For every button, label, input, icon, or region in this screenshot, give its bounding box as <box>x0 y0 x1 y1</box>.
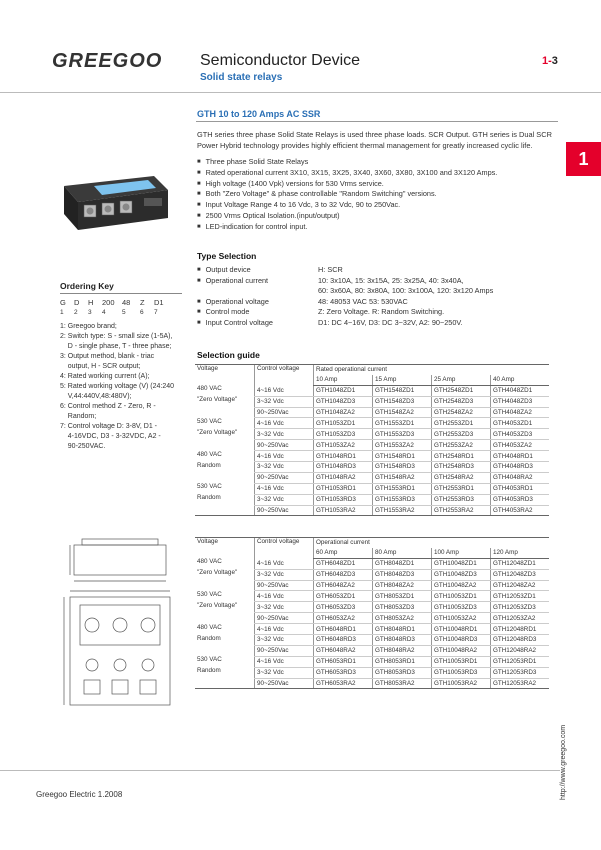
table-row <box>195 418 549 429</box>
part-number-cell: GTH1553ZD1 <box>373 418 432 429</box>
part-number-cell: GTH1048RD3 <box>314 462 373 473</box>
part-number-cell: GTH1548RA2 <box>373 472 432 483</box>
table-row <box>195 429 549 440</box>
header-divider <box>0 92 601 93</box>
part-number-cell: GTH10048RD3 <box>432 635 491 646</box>
part-number-cell: GTH6048ZD1 <box>314 558 373 569</box>
type-selection-value: 60: 3x60A, 80: 3x80A, 100: 3x100A, 120: 3x120 Amps <box>318 286 494 295</box>
part-number-cell: GTH4053ZA2 <box>491 440 550 451</box>
part-number-cell: GTH1053RD1 <box>314 483 373 494</box>
ordering-code-part: 48 <box>122 298 131 307</box>
current-header: 120 Amp <box>491 548 550 558</box>
part-number-cell: GTH1048ZD3 <box>314 396 373 407</box>
part-number-cell: GTH4053RA2 <box>491 505 550 516</box>
section-divider <box>196 121 558 122</box>
part-number-cell: GTH1548RD1 <box>373 451 432 462</box>
part-number-cell: GTH8048ZD3 <box>373 569 432 580</box>
part-number-cell: GTH10053RA2 <box>432 678 491 689</box>
voltage-cell: 480 VAC <box>197 558 222 566</box>
part-number-cell: GTH2548ZA2 <box>432 407 491 418</box>
voltage-cell <box>195 613 255 624</box>
voltage-cell <box>195 407 255 418</box>
page-num: 3 <box>551 55 558 67</box>
part-number-cell: GTH1053ZA2 <box>314 440 373 451</box>
part-number-cell: GTH2548ZD3 <box>432 396 491 407</box>
part-number-cell: GTH2548RD3 <box>432 462 491 473</box>
part-number-cell: GTH2548RA2 <box>432 472 491 483</box>
page-prefix: 1- <box>542 55 552 67</box>
voltage-cell: "Zero Voltage" <box>197 428 238 436</box>
col-rated-header: Operational current <box>314 538 550 548</box>
part-number-cell: GTH1548RD3 <box>373 462 432 473</box>
table-row <box>195 472 549 483</box>
voltage-cell: 530 VAC <box>197 590 222 598</box>
voltage-cell: 530 VAC <box>197 483 222 491</box>
ordering-note: 4: Rated working current (A); <box>60 373 150 380</box>
control-voltage-cell: 3~32 Vdc <box>255 429 314 440</box>
voltage-cell: Random <box>197 461 221 469</box>
part-number-cell: GTH4048ZD3 <box>491 396 550 407</box>
part-number-cell: GTH10048RA2 <box>432 645 491 656</box>
part-number-cell: GTH6048RA2 <box>314 645 373 656</box>
control-voltage-cell: 4~16 Vdc <box>255 558 314 569</box>
part-number-cell: GTH6053RD3 <box>314 667 373 678</box>
table-row <box>195 569 549 580</box>
part-number-cell: GTH4048ZA2 <box>491 407 550 418</box>
control-voltage-cell: 3~32 Vdc <box>255 569 314 580</box>
relay-product-image <box>60 168 172 234</box>
part-number-cell: GTH10048ZD3 <box>432 569 491 580</box>
part-number-cell: GTH2553ZD3 <box>432 429 491 440</box>
type-selection-value: H: SCR <box>318 265 343 274</box>
table-row <box>195 678 549 689</box>
part-number-cell: GTH10048ZD1 <box>432 558 491 569</box>
part-number-cell: GTH1553RD1 <box>373 483 432 494</box>
footer-url[interactable]: http://www.greegoo.com <box>560 724 567 800</box>
table-row <box>195 494 549 505</box>
part-number-cell: GTH1548ZD3 <box>373 396 432 407</box>
ordering-index-part: 6 <box>140 309 144 316</box>
feature-item: ■ High voltage (1400 Vpk) versions for 530 Vrms service. <box>197 179 497 190</box>
voltage-cell: 480 VAC <box>197 385 222 393</box>
part-number-cell: GTH12048RD3 <box>491 635 550 646</box>
section-title: GTH 10 to 120 Amps AC SSR <box>197 109 321 119</box>
part-number-cell: GTH12048RA2 <box>491 645 550 656</box>
type-selection-key: ■ Input Control voltage <box>197 318 318 329</box>
table-row <box>195 624 549 635</box>
part-number-cell: GTH2553ZA2 <box>432 440 491 451</box>
part-number-cell: GTH6048ZD3 <box>314 569 373 580</box>
current-header: 40 Amp <box>491 375 550 385</box>
voltage-cell: 480 VAC <box>197 623 222 631</box>
table-row <box>195 591 549 602</box>
ordering-note: D - single phase, T - three phase; <box>60 343 172 350</box>
part-number-cell: GTH8048RD1 <box>373 624 432 635</box>
table-row <box>195 407 549 418</box>
part-number-cell: GTH2548ZD1 <box>432 385 491 396</box>
part-number-cell: GTH4048RD1 <box>491 451 550 462</box>
voltage-cell <box>195 440 255 451</box>
current-header: 10 Amp <box>314 375 373 385</box>
table-row <box>195 505 549 516</box>
control-voltage-cell: 4~16 Vdc <box>255 385 314 396</box>
control-voltage-cell: 3~32 Vdc <box>255 667 314 678</box>
ordering-index-part: 7 <box>154 309 158 316</box>
voltage-cell: 480 VAC <box>197 450 222 458</box>
part-number-cell: GTH12048ZD3 <box>491 569 550 580</box>
voltage-cell: 530 VAC <box>197 417 222 425</box>
table-row <box>195 440 549 451</box>
selection-table-2 <box>195 537 549 689</box>
feature-list <box>197 157 497 233</box>
part-number-cell: GTH12048ZA2 <box>491 580 550 591</box>
page-title: Semiconductor Device <box>200 52 361 69</box>
part-number-cell: GTH10048RD1 <box>432 624 491 635</box>
chapter-tab: 1 <box>566 142 601 176</box>
ordering-note: Random; <box>60 413 97 420</box>
part-number-cell: GTH2553ZD1 <box>432 418 491 429</box>
col-control-header: Control voltage <box>255 365 314 386</box>
control-voltage-cell: 4~16 Vdc <box>255 624 314 635</box>
part-number-cell: GTH10053ZD3 <box>432 602 491 613</box>
control-voltage-cell: 4~16 Vdc <box>255 418 314 429</box>
dimension-drawing <box>62 535 182 715</box>
type-selection-row <box>197 307 568 318</box>
control-voltage-cell: 90~250Vac <box>255 440 314 451</box>
part-number-cell: GTH12053RA2 <box>491 678 550 689</box>
part-number-cell: GTH6048RD3 <box>314 635 373 646</box>
control-voltage-cell: 90~250Vac <box>255 505 314 516</box>
control-voltage-cell: 3~32 Vdc <box>255 494 314 505</box>
part-number-cell: GTH8048RD3 <box>373 635 432 646</box>
table-row <box>195 396 549 407</box>
ordering-note: output, H - SCR output; <box>60 363 141 370</box>
part-number-cell: GTH12053RD1 <box>491 656 550 667</box>
part-number-cell: GTH4048RD3 <box>491 462 550 473</box>
part-number-cell: GTH6048ZA2 <box>314 580 373 591</box>
type-selection-row <box>197 265 568 276</box>
page-number <box>542 55 558 67</box>
ordering-index-part: 5 <box>122 309 126 316</box>
table-row <box>195 451 549 462</box>
part-number-cell: GTH10053ZD1 <box>432 591 491 602</box>
part-number-cell: GTH10053RD3 <box>432 667 491 678</box>
ordering-note: 1: Greegoo brand; <box>60 323 117 330</box>
control-voltage-cell: 90~250Vac <box>255 407 314 418</box>
part-number-cell: GTH8053ZD1 <box>373 591 432 602</box>
table-row <box>195 645 549 656</box>
part-number-cell: GTH1553ZA2 <box>373 440 432 451</box>
part-number-cell: GTH12048ZD1 <box>491 558 550 569</box>
table-row <box>195 462 549 473</box>
voltage-cell: 530 VAC <box>197 656 222 664</box>
part-number-cell: GTH1548ZA2 <box>373 407 432 418</box>
feature-item: ■ LED-indication for control input. <box>197 222 497 233</box>
greegoo-logo <box>52 50 162 73</box>
ordering-key-code <box>60 298 168 307</box>
part-number-cell: GTH4048ZD1 <box>491 385 550 396</box>
part-number-cell: GTH12048RD1 <box>491 624 550 635</box>
part-number-cell: GTH2553RD3 <box>432 494 491 505</box>
type-selection-value: 48: 48053 VAC 53: 530VAC <box>318 296 408 306</box>
ordering-key-divider <box>60 293 182 294</box>
current-header: 15 Amp <box>373 375 432 385</box>
ordering-code-part: D1 <box>154 298 164 307</box>
part-number-cell: GTH1048RD1 <box>314 451 373 462</box>
control-voltage-cell: 3~32 Vdc <box>255 462 314 473</box>
type-selection-row <box>197 276 568 287</box>
logo-text: GREEGOO <box>52 50 163 72</box>
part-number-cell: GTH6053ZA2 <box>314 613 373 624</box>
type-selection-key: ■ Operational voltage <box>197 297 318 308</box>
col-voltage-header: Voltage <box>195 365 255 386</box>
part-number-cell: GTH4053ZD3 <box>491 429 550 440</box>
ordering-code-part: H <box>88 298 94 307</box>
part-number-cell: GTH8053RA2 <box>373 678 432 689</box>
part-number-cell: GTH2553RA2 <box>432 505 491 516</box>
control-voltage-cell: 90~250Vac <box>255 613 314 624</box>
voltage-cell <box>195 645 255 656</box>
control-voltage-cell: 4~16 Vdc <box>255 591 314 602</box>
footer-company: Greegoo Electric 1.2008 <box>36 790 123 799</box>
voltage-cell: Random <box>197 667 221 675</box>
part-number-cell: GTH1053ZD1 <box>314 418 373 429</box>
product-description: GTH series three phase Solid State Relays is used three phase loads. SCR Output. GTH series is Dual SCR Power Hybrid technology provides highly efficient thermal management for greatly increased cyclic life. <box>197 130 552 150</box>
selection-table-1 <box>195 364 549 516</box>
table-row <box>195 635 549 646</box>
voltage-cell <box>195 472 255 483</box>
feature-item: ■ Both "Zero Voltage" & phase controllable "Random Switching" versions. <box>197 189 497 200</box>
part-number-cell: GTH10048ZA2 <box>432 580 491 591</box>
ordering-note: 7: Control voltage D: 3-8V, D1 - <box>60 423 158 430</box>
part-number-cell: GTH6053ZD3 <box>314 602 373 613</box>
control-voltage-cell: 90~250Vac <box>255 645 314 656</box>
type-selection-row <box>197 297 568 308</box>
part-number-cell: GTH2553RD1 <box>432 483 491 494</box>
ordering-index-part: 1 <box>60 309 64 316</box>
ordering-note: 90-250VAC. <box>60 443 106 450</box>
ordering-note: V,44:440V,48:480V); <box>60 393 132 400</box>
control-voltage-cell: 4~16 Vdc <box>255 451 314 462</box>
part-number-cell: GTH8048ZD1 <box>373 558 432 569</box>
part-number-cell: GTH8053ZD3 <box>373 602 432 613</box>
control-voltage-cell: 3~32 Vdc <box>255 602 314 613</box>
table-row <box>195 580 549 591</box>
part-number-cell: GTH8048RA2 <box>373 645 432 656</box>
table-row <box>195 602 549 613</box>
part-number-cell: GTH12053RD3 <box>491 667 550 678</box>
type-selection-key: ■ Control mode <box>197 307 318 318</box>
footer-divider <box>0 770 560 771</box>
col-voltage-header: Voltage <box>195 538 255 559</box>
current-header: 100 Amp <box>432 548 491 558</box>
table-row <box>195 558 549 569</box>
part-number-cell: GTH4053RD3 <box>491 494 550 505</box>
voltage-cell <box>195 580 255 591</box>
part-number-cell: GTH1553RA2 <box>373 505 432 516</box>
ordering-note: 6: Control method Z - Zero, R - <box>60 403 156 410</box>
control-voltage-cell: 90~250Vac <box>255 678 314 689</box>
voltage-cell <box>195 678 255 689</box>
type-selection-value: Z: Zero Voltage. R: Random Switching. <box>318 307 445 316</box>
ordering-key-index <box>60 309 168 316</box>
part-number-cell: GTH1553ZD3 <box>373 429 432 440</box>
part-number-cell: GTH1048ZA2 <box>314 407 373 418</box>
ordering-key-title: Ordering Key <box>60 281 114 291</box>
type-selection-value: 10: 3x10A, 15: 3x15A, 25: 3x25A, 40: 3x40A, <box>318 275 464 285</box>
type-selection-value: D1: DC 4~16V, D3: DC 3~32V, A2: 90~250V. <box>318 317 463 327</box>
ordering-code-part: D <box>74 298 80 307</box>
part-number-cell: GTH1553RD3 <box>373 494 432 505</box>
control-voltage-cell: 90~250Vac <box>255 472 314 483</box>
table-row <box>195 667 549 678</box>
part-number-cell: GTH6053ZD1 <box>314 591 373 602</box>
table-row <box>195 385 549 396</box>
ordering-code-part: Z <box>140 298 145 307</box>
control-voltage-cell: 3~32 Vdc <box>255 635 314 646</box>
page-subtitle: Solid state relays <box>200 72 283 83</box>
part-number-cell: GTH8053RD1 <box>373 656 432 667</box>
part-number-cell: GTH6048RD1 <box>314 624 373 635</box>
feature-item: ■ 2500 Vrms Optical Isolation.(input/output) <box>197 211 497 222</box>
part-number-cell: GTH6053RA2 <box>314 678 373 689</box>
control-voltage-cell: 4~16 Vdc <box>255 483 314 494</box>
table-row <box>195 483 549 494</box>
type-selection-title: Type Selection <box>197 251 257 261</box>
part-number-cell: GTH1053RA2 <box>314 505 373 516</box>
voltage-cell: "Zero Voltage" <box>197 601 238 609</box>
type-selection-row <box>197 286 568 297</box>
part-number-cell: GTH6053RD1 <box>314 656 373 667</box>
part-number-cell: GTH12053ZD3 <box>491 602 550 613</box>
control-voltage-cell: 3~32 Vdc <box>255 396 314 407</box>
selection-guide-title: Selection guide <box>197 350 260 360</box>
voltage-cell <box>195 505 255 516</box>
ordering-key-notes <box>60 322 190 452</box>
feature-item: ■ Three phase Solid State Relays <box>197 157 497 168</box>
part-number-cell: GTH4053ZD1 <box>491 418 550 429</box>
type-selection-row <box>197 318 568 329</box>
feature-item: ■ Input Voltage Range 4 to 16 Vdc, 3 to 32 Vdc, 90 to 250Vac. <box>197 200 497 211</box>
ordering-code-part: 200 <box>102 298 115 307</box>
col-rated-header: Rated operational current <box>314 365 550 375</box>
col-control-header: Control voltage <box>255 538 314 559</box>
part-number-cell: GTH8048ZA2 <box>373 580 432 591</box>
current-header: 60 Amp <box>314 548 373 558</box>
ordering-note: 2: Switch type: S - small size (1-5A), <box>60 333 173 340</box>
part-number-cell: GTH8053RD3 <box>373 667 432 678</box>
part-number-cell: GTH1048RA2 <box>314 472 373 483</box>
type-selection-key: ■ Operational current <box>197 276 318 287</box>
part-number-cell: GTH12053ZD1 <box>491 591 550 602</box>
ordering-note: 3: Output method, blank - triac <box>60 353 155 360</box>
control-voltage-cell: 90~250Vac <box>255 580 314 591</box>
part-number-cell: GTH10053RD1 <box>432 656 491 667</box>
part-number-cell: GTH1053ZD3 <box>314 429 373 440</box>
current-header: 80 Amp <box>373 548 432 558</box>
table-row <box>195 656 549 667</box>
current-header: 25 Amp <box>432 375 491 385</box>
part-number-cell: GTH12053ZA2 <box>491 613 550 624</box>
part-number-cell: GTH1053RD3 <box>314 494 373 505</box>
part-number-cell: GTH8053ZA2 <box>373 613 432 624</box>
ordering-note: 4-16VDC, D3 - 3-32VDC, A2 - <box>60 433 161 440</box>
part-number-cell: GTH2548RD1 <box>432 451 491 462</box>
voltage-cell: Random <box>197 494 221 502</box>
type-selection-grid <box>197 265 568 328</box>
feature-item: ■ Rated operational current 3X10, 3X15, 3X25, 3X40, 3X60, 3X80, 3X100 and 3X120 Amps. <box>197 168 497 179</box>
voltage-cell: "Zero Voltage" <box>197 569 238 577</box>
control-voltage-cell: 4~16 Vdc <box>255 656 314 667</box>
part-number-cell: GTH10053ZA2 <box>432 613 491 624</box>
voltage-cell: "Zero Voltage" <box>197 396 238 404</box>
ordering-index-part: 2 <box>74 309 78 316</box>
part-number-cell: GTH1548ZD1 <box>373 385 432 396</box>
ordering-index-part: 4 <box>102 309 106 316</box>
part-number-cell: GTH4053RD1 <box>491 483 550 494</box>
voltage-cell: Random <box>197 634 221 642</box>
part-number-cell: GTH4048RA2 <box>491 472 550 483</box>
type-selection-key <box>197 286 318 297</box>
ordering-index-part: 3 <box>88 309 92 316</box>
table-row <box>195 613 549 624</box>
part-number-cell: GTH1048ZD1 <box>314 385 373 396</box>
ordering-code-part: G <box>60 298 66 307</box>
ordering-note: 5: Rated working voltage (V) (24:240 <box>60 383 175 390</box>
type-selection-key: ■ Output device <box>197 265 318 276</box>
